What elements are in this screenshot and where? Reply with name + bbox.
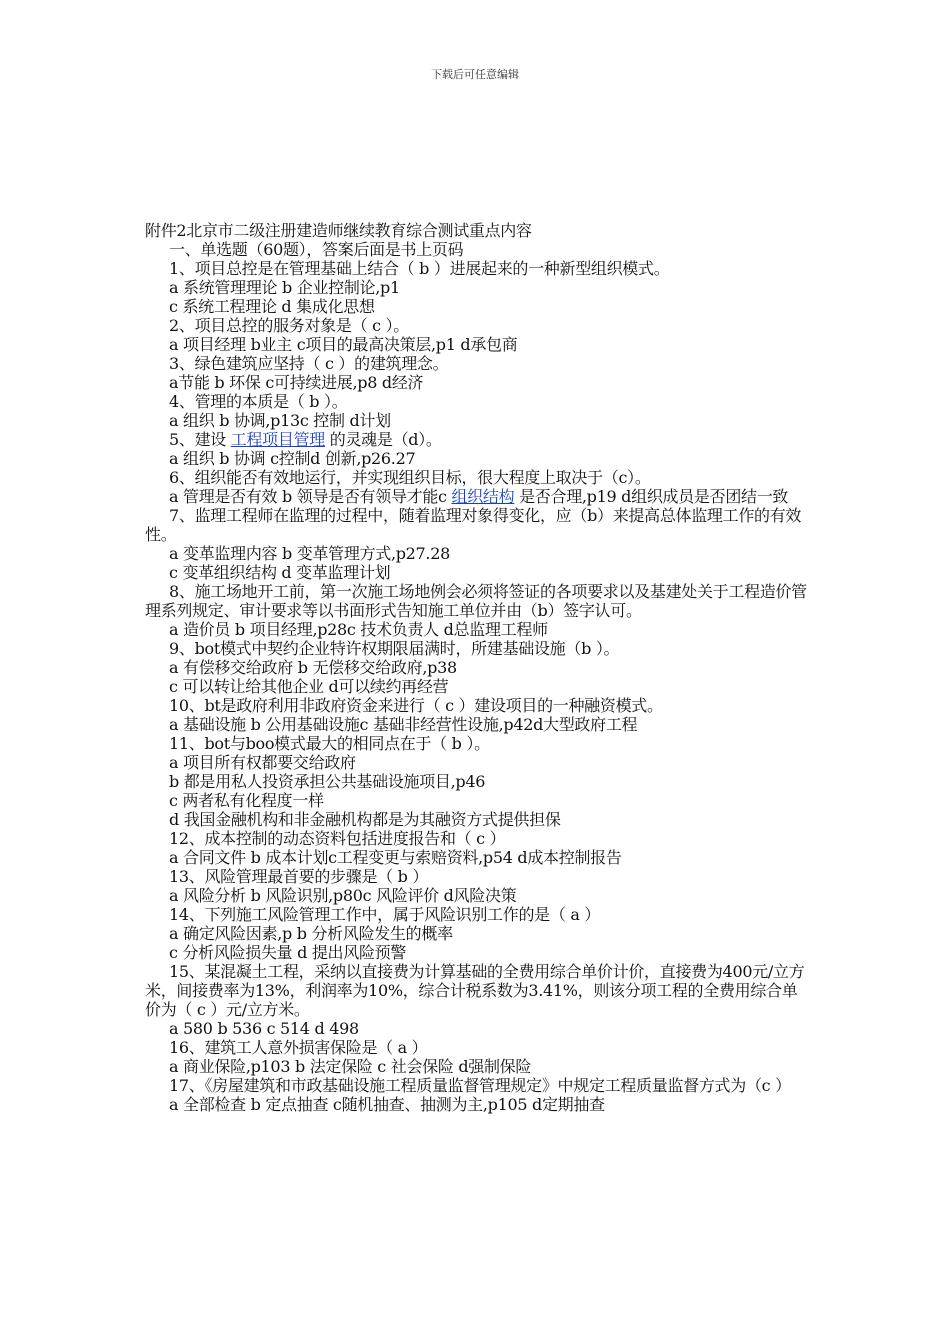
question-3: 3、绿色建筑应坚持（ c ）的建筑理念。 (169, 354, 449, 373)
question-5 (145, 430, 810, 449)
question-5-options: a 组织 b 协调 c控制d 创新,p26.27 (169, 449, 416, 468)
question-4: 4、管理的本质是（ b ）。 (169, 392, 348, 411)
question-17-options: a 全部检查 b 定点抽查 c随机抽查、抽测为主,p105 d定期抽查 (169, 1095, 605, 1114)
header-note: 下载后可任意编辑 (431, 68, 519, 81)
question-15: 15、某混凝土工程，采纳以直接费为计算基础的全费用综合单价计价，直接费为400元/立方米，间接费率为13%，利润率为10%，综合计税系数为3.41%，则该分项工程的全费用综合单价为（ c ）元/立方米。 (145, 962, 805, 1019)
question-10: 10、bt是政府利用非政府资金来进行（ c ）建设项目的一种融资模式。 (169, 696, 663, 715)
question-14: 14、下列施工风险管理工作中，属于风险识别工作的是（ a ） (169, 905, 601, 924)
question-1: 1、项目总控是在管理基础上结合（ b ）进展起来的一种新型组织模式。 (169, 259, 670, 278)
question-3-options: a节能 b 环保 c可持续进展,p8 d经济 (169, 373, 424, 392)
question-6: 6、组织能否有效地运行，并实现组织目标，很大程度上取决于（c）。 (169, 468, 651, 487)
question-14-options-b: c 分析风险损失量 d 提出风险预警 (169, 943, 407, 962)
question-9-options-a: a 有偿移交给政府 b 无偿移交给政府,p38 (169, 658, 457, 677)
question-2: 2、项目总控的服务对象是（ c ）。 (169, 316, 409, 335)
question-6-options-pre: a 管理是否有效 b 领导是否有领导才能c (169, 487, 452, 506)
link-project-management[interactable]: 工程项目管理 (230, 430, 325, 449)
question-2-options: a 项目经理 b业主 c项目的最高决策层,p1 d承包商 (169, 335, 518, 354)
question-12-options: a 合同文件 b 成本计划c工程变更与索赔资料,p54 d成本控制报告 (169, 848, 622, 867)
question-13: 13、风险管理最首要的步骤是（ b ） (169, 867, 429, 886)
question-4-options: a 组织 b 协调,p13c 控制 d计划 (169, 411, 391, 430)
link-organization-structure[interactable]: 组织结构 (451, 487, 515, 506)
question-6-options (145, 487, 810, 506)
question-12: 12、成本控制的动态资料包括进度报告和（ c ） (169, 829, 506, 848)
question-7-options-b: c 变革组织结构 d 变革监理计划 (169, 563, 391, 582)
question-11-option-a: a 项目所有权都要交给政府 (169, 753, 356, 772)
question-11-option-d: d 我国金融机构和非金融机构都是为其融资方式提供担保 (169, 810, 561, 829)
question-16-options: a 商业保险,p103 b 法定保险 c 社会保险 d强制保险 (169, 1057, 532, 1076)
question-14-options-a: a 确定风险因素,p b 分析风险发生的概率 (169, 924, 453, 943)
document-body (145, 221, 810, 1114)
question-9-options-b: c 可以转让给其他企业 d可以续约再经营 (169, 677, 449, 696)
question-7: 7、监理工程师在监理的过程中，随着监理对象得变化，应（b）来提高总体监理工作的有效性。 (145, 506, 802, 544)
question-5-text-pre: 5、建设 (169, 430, 231, 449)
question-9: 9、bot模式中契约企业特许权期限届满时，所建基础设施（b ）。 (169, 639, 620, 658)
question-16: 16、建筑工人意外损害保险是（ a ） (169, 1038, 428, 1057)
question-11-option-c: c 两者私有化程度一样 (169, 791, 324, 810)
question-8-options: a 造价员 b 项目经理,p28c 技术负责人 d总监理工程师 (169, 620, 548, 639)
question-8: 8、施工场地开工前，第一次施工场地例会必须将签证的各项要求以及基建处关于工程造价管理系列规定、审计要求等以书面形式告知施工单位并由（b）签字认可。 (145, 582, 807, 620)
question-7-options-a: a 变革监理内容 b 变革管理方式,p27.28 (169, 544, 450, 563)
question-5-text-post: 的灵魂是（d）。 (324, 430, 442, 449)
question-15-options: a 580 b 536 c 514 d 498 (169, 1019, 359, 1038)
document-title: 附件2北京市二级注册建造师继续教育综合测试重点内容 (145, 221, 532, 240)
section-heading: 一、单选题（60题），答案后面是书上页码 (169, 240, 464, 259)
question-6-options-post: 是否合理,p19 d组织成员是否团结一致 (514, 487, 789, 506)
question-17: 17、《房屋建筑和市政基础设施工程质量监督管理规定》中规定工程质量监督方式为（c ） (169, 1076, 791, 1095)
question-11-option-b: b 都是用私人投资承担公共基础设施项目,p46 (169, 772, 486, 791)
question-1-options-b: c 系统工程理论 d 集成化思想 (169, 297, 375, 316)
question-10-options: a 基础设施 b 公用基础设施c 基础非经营性设施,p42d大型政府工程 (169, 715, 638, 734)
question-13-options: a 风险分析 b 风险识别,p80c 风险评价 d风险决策 (169, 886, 517, 905)
question-11: 11、bot与boo模式最大的相同点在于（ b ）。 (169, 734, 490, 753)
question-1-options-a: a 系统管理理论 b 企业控制论,p1 (169, 278, 400, 297)
